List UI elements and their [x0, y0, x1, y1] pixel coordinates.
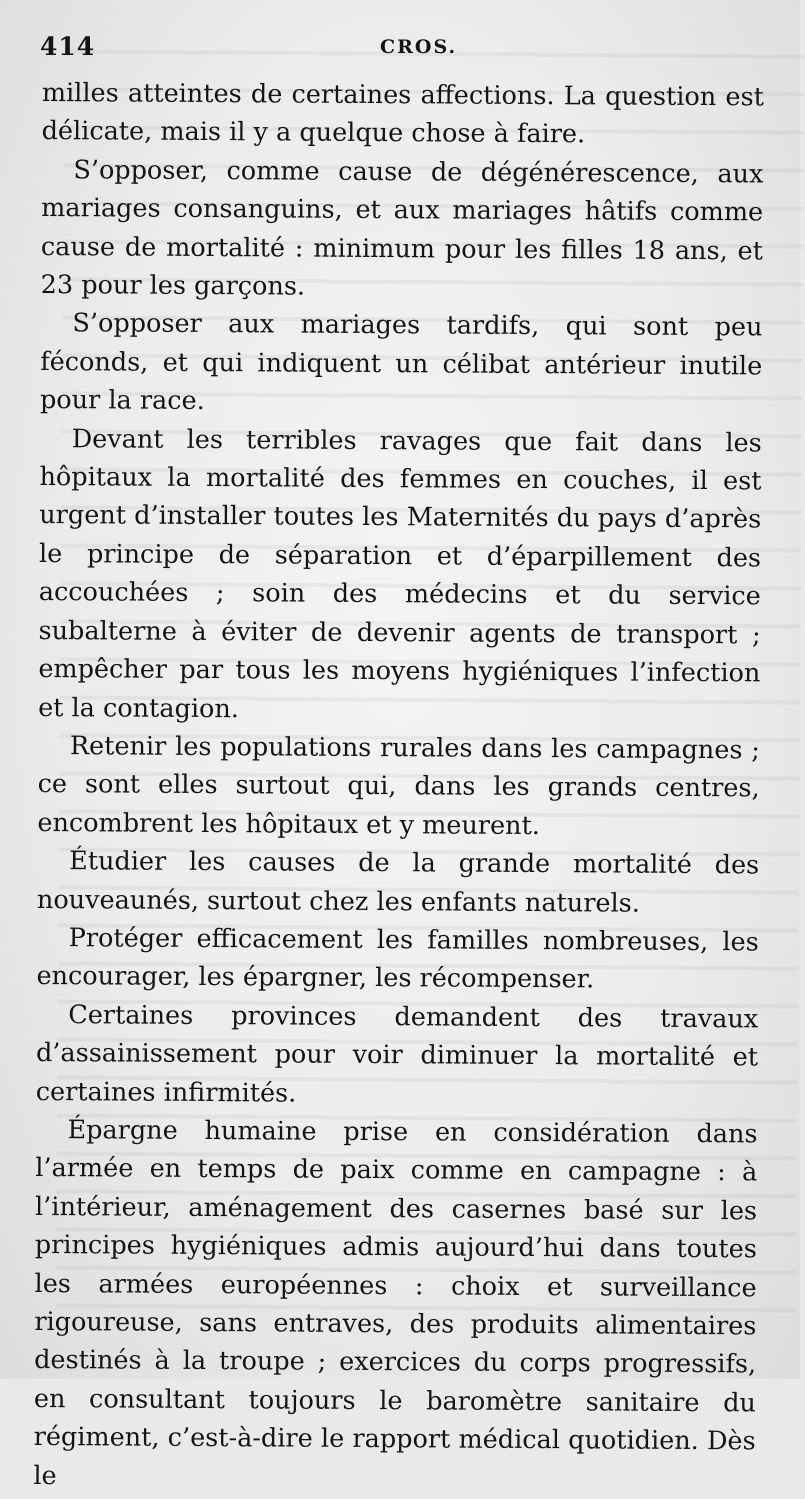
paragraph: S’opposer, comme cause de dégénérescence, aux mariages consanguins, et aux mariages hâtifs comme cause de mortalité : minimum pour les filles 18 ans, et 23 pour les garçons. [40, 155, 764, 302]
paragraph: Protéger efficacement les familles nombreuses, les encourager, les épargner, les récompenser. [36, 923, 759, 995]
body-text [33, 74, 764, 1499]
page-header [40, 32, 760, 66]
paragraph: Épargne humaine prise en considération dans l’armée en temps de paix comme en campagne : à l’intérieur, aménagement des casernes basé sur les principes hygiéniques admis aujourd’hui dans toutes les armées européennes : choix et surveillance rigoureuse, sans entraves, des produits alimentaires destinés à la troupe ; exercices du corps progressifs, en consultant toujours le baromètre sanitaire du régiment, c’est-à-dire le rapport médical quotidien. Dès le [33, 1115, 758, 1491]
paragraph: Certaines provinces demandent des travaux d’assainissement pour voir diminuer la mortalité et certaines infirmités. [35, 999, 759, 1109]
paragraph: S’opposer aux mariages tardifs, qui sont peu féconds, et qui indiquent un célibat antérieur inutile pour la race. [39, 308, 763, 417]
paragraph: Retenir les populations rurales dans les campagnes ; ce sont elles surtout qui, dans les grands centres, encombrent les hôpitaux et y meurent. [37, 731, 760, 841]
paragraph: Devant les terribles ravages que fait dans les hôpitaux la mortalité des femmes en couches, il est urgent d’installer toutes les Maternités du pays d’après le principe de séparation et d’éparpillement des accouchées ; soin des médecins et du service subalterne à éviter de devenir agents de transport ; empêcher par tous les moyens hygiéniques l’infection et la contagion. [38, 423, 762, 724]
running-head: CROS. [380, 36, 458, 58]
paragraph: milles atteintes de certaines affections. La question est délicate, mais il y a quelque chose à faire. [41, 77, 764, 150]
paragraph: Étudier les causes de la grande mortalité des nouveaunés, surtout chez les enfants naturels. [36, 846, 760, 919]
page-number: 414 [40, 32, 96, 61]
